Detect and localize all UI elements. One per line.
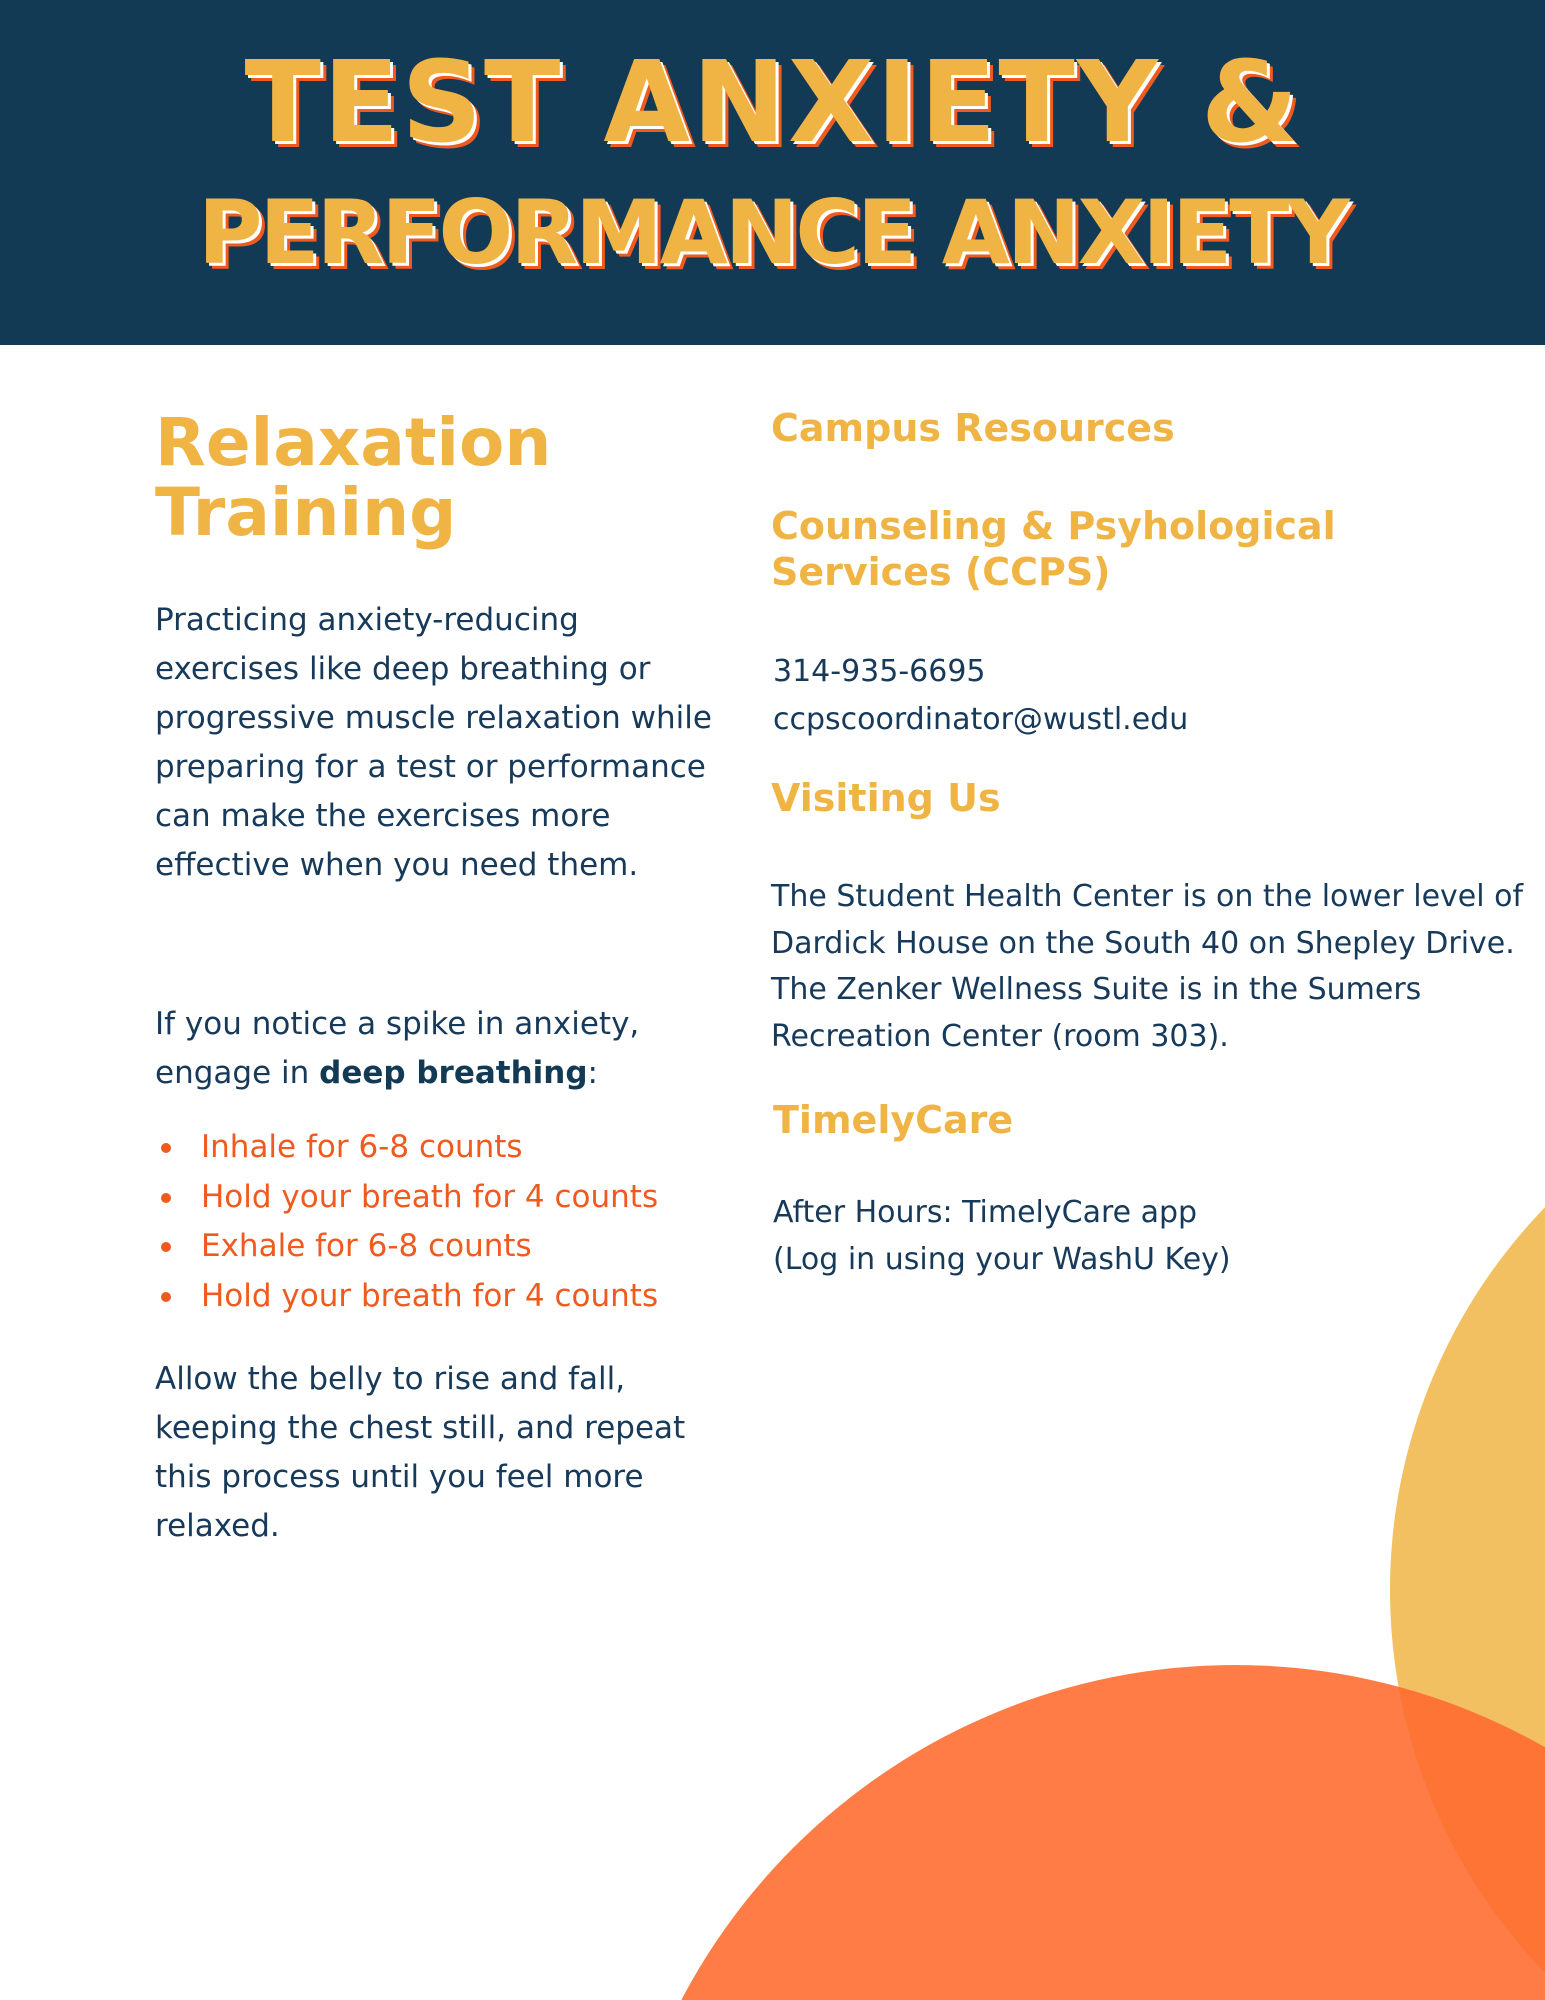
list-item <box>155 1123 658 1173</box>
ccps-email[interactable]: ccpscoordinator@wustl.edu <box>773 702 1189 737</box>
step-text: Inhale for 6-8 counts <box>201 1129 523 1165</box>
ccps-heading: Counseling & Psyhological Services (CCPS) <box>771 504 1336 594</box>
step-text: Hold your breath for 4 counts <box>201 1178 659 1215</box>
ccps-phone[interactable]: 314-935-6695 <box>773 654 986 689</box>
relaxation-heading: Relaxation Training <box>155 404 552 551</box>
visiting-text: The Student Health Center is on the lower level of Dardick House on the South 40 on Shepley Drive. The Zenker Wellness Suite is in the Sumers Recreation Center (room 303). <box>771 879 1524 1054</box>
step-text: Hold your breath for 4 counts <box>201 1277 659 1314</box>
relaxation-paragraph-1: Practicing anxiety-reducing exercises like deep breathing or progressive muscle relaxation while preparing for a test or performance can make the exercises more effective when you need them. <box>155 602 712 883</box>
list-item <box>155 1222 658 1272</box>
relaxation-paragraph-2 <box>155 1000 715 1098</box>
bullet-icon <box>161 1292 171 1302</box>
orange-circle <box>610 1665 1545 2000</box>
relaxation-paragraph-3: Allow the belly to rise and fall, keeping the chest still, and repeat this process until you feel more relaxed. <box>155 1361 686 1544</box>
timelycare-heading: TimelyCare <box>773 1098 1014 1142</box>
step-text: Exhale for 6-8 counts <box>201 1228 532 1264</box>
deep-breathing-emphasis: deep breathing <box>319 1055 588 1091</box>
ccps-contact <box>773 648 1188 744</box>
visiting-heading: Visiting Us <box>771 776 1001 820</box>
timelycare-line-2: (Log in using your WashU Key) <box>773 1241 1231 1277</box>
timelycare-line-1: After Hours: TimelyCare app <box>773 1195 1198 1230</box>
list-item <box>155 1272 658 1322</box>
breathing-steps-list <box>155 1123 658 1321</box>
paragraph-2-suffix: : <box>587 1055 598 1091</box>
bullet-icon <box>161 1143 171 1153</box>
timelycare-info <box>773 1190 1231 1283</box>
title-line-2: PERFORMANCE ANXIETY <box>198 181 1347 284</box>
title-line-1: TEST ANXIETY & <box>244 38 1301 168</box>
bullet-icon <box>161 1193 171 1203</box>
campus-resources-heading: Campus Resources <box>771 406 1175 450</box>
bullet-icon <box>161 1242 171 1252</box>
list-item <box>155 1173 658 1223</box>
paragraph-2-prefix: If you notice a spike in anxiety, engage in <box>155 1006 640 1091</box>
